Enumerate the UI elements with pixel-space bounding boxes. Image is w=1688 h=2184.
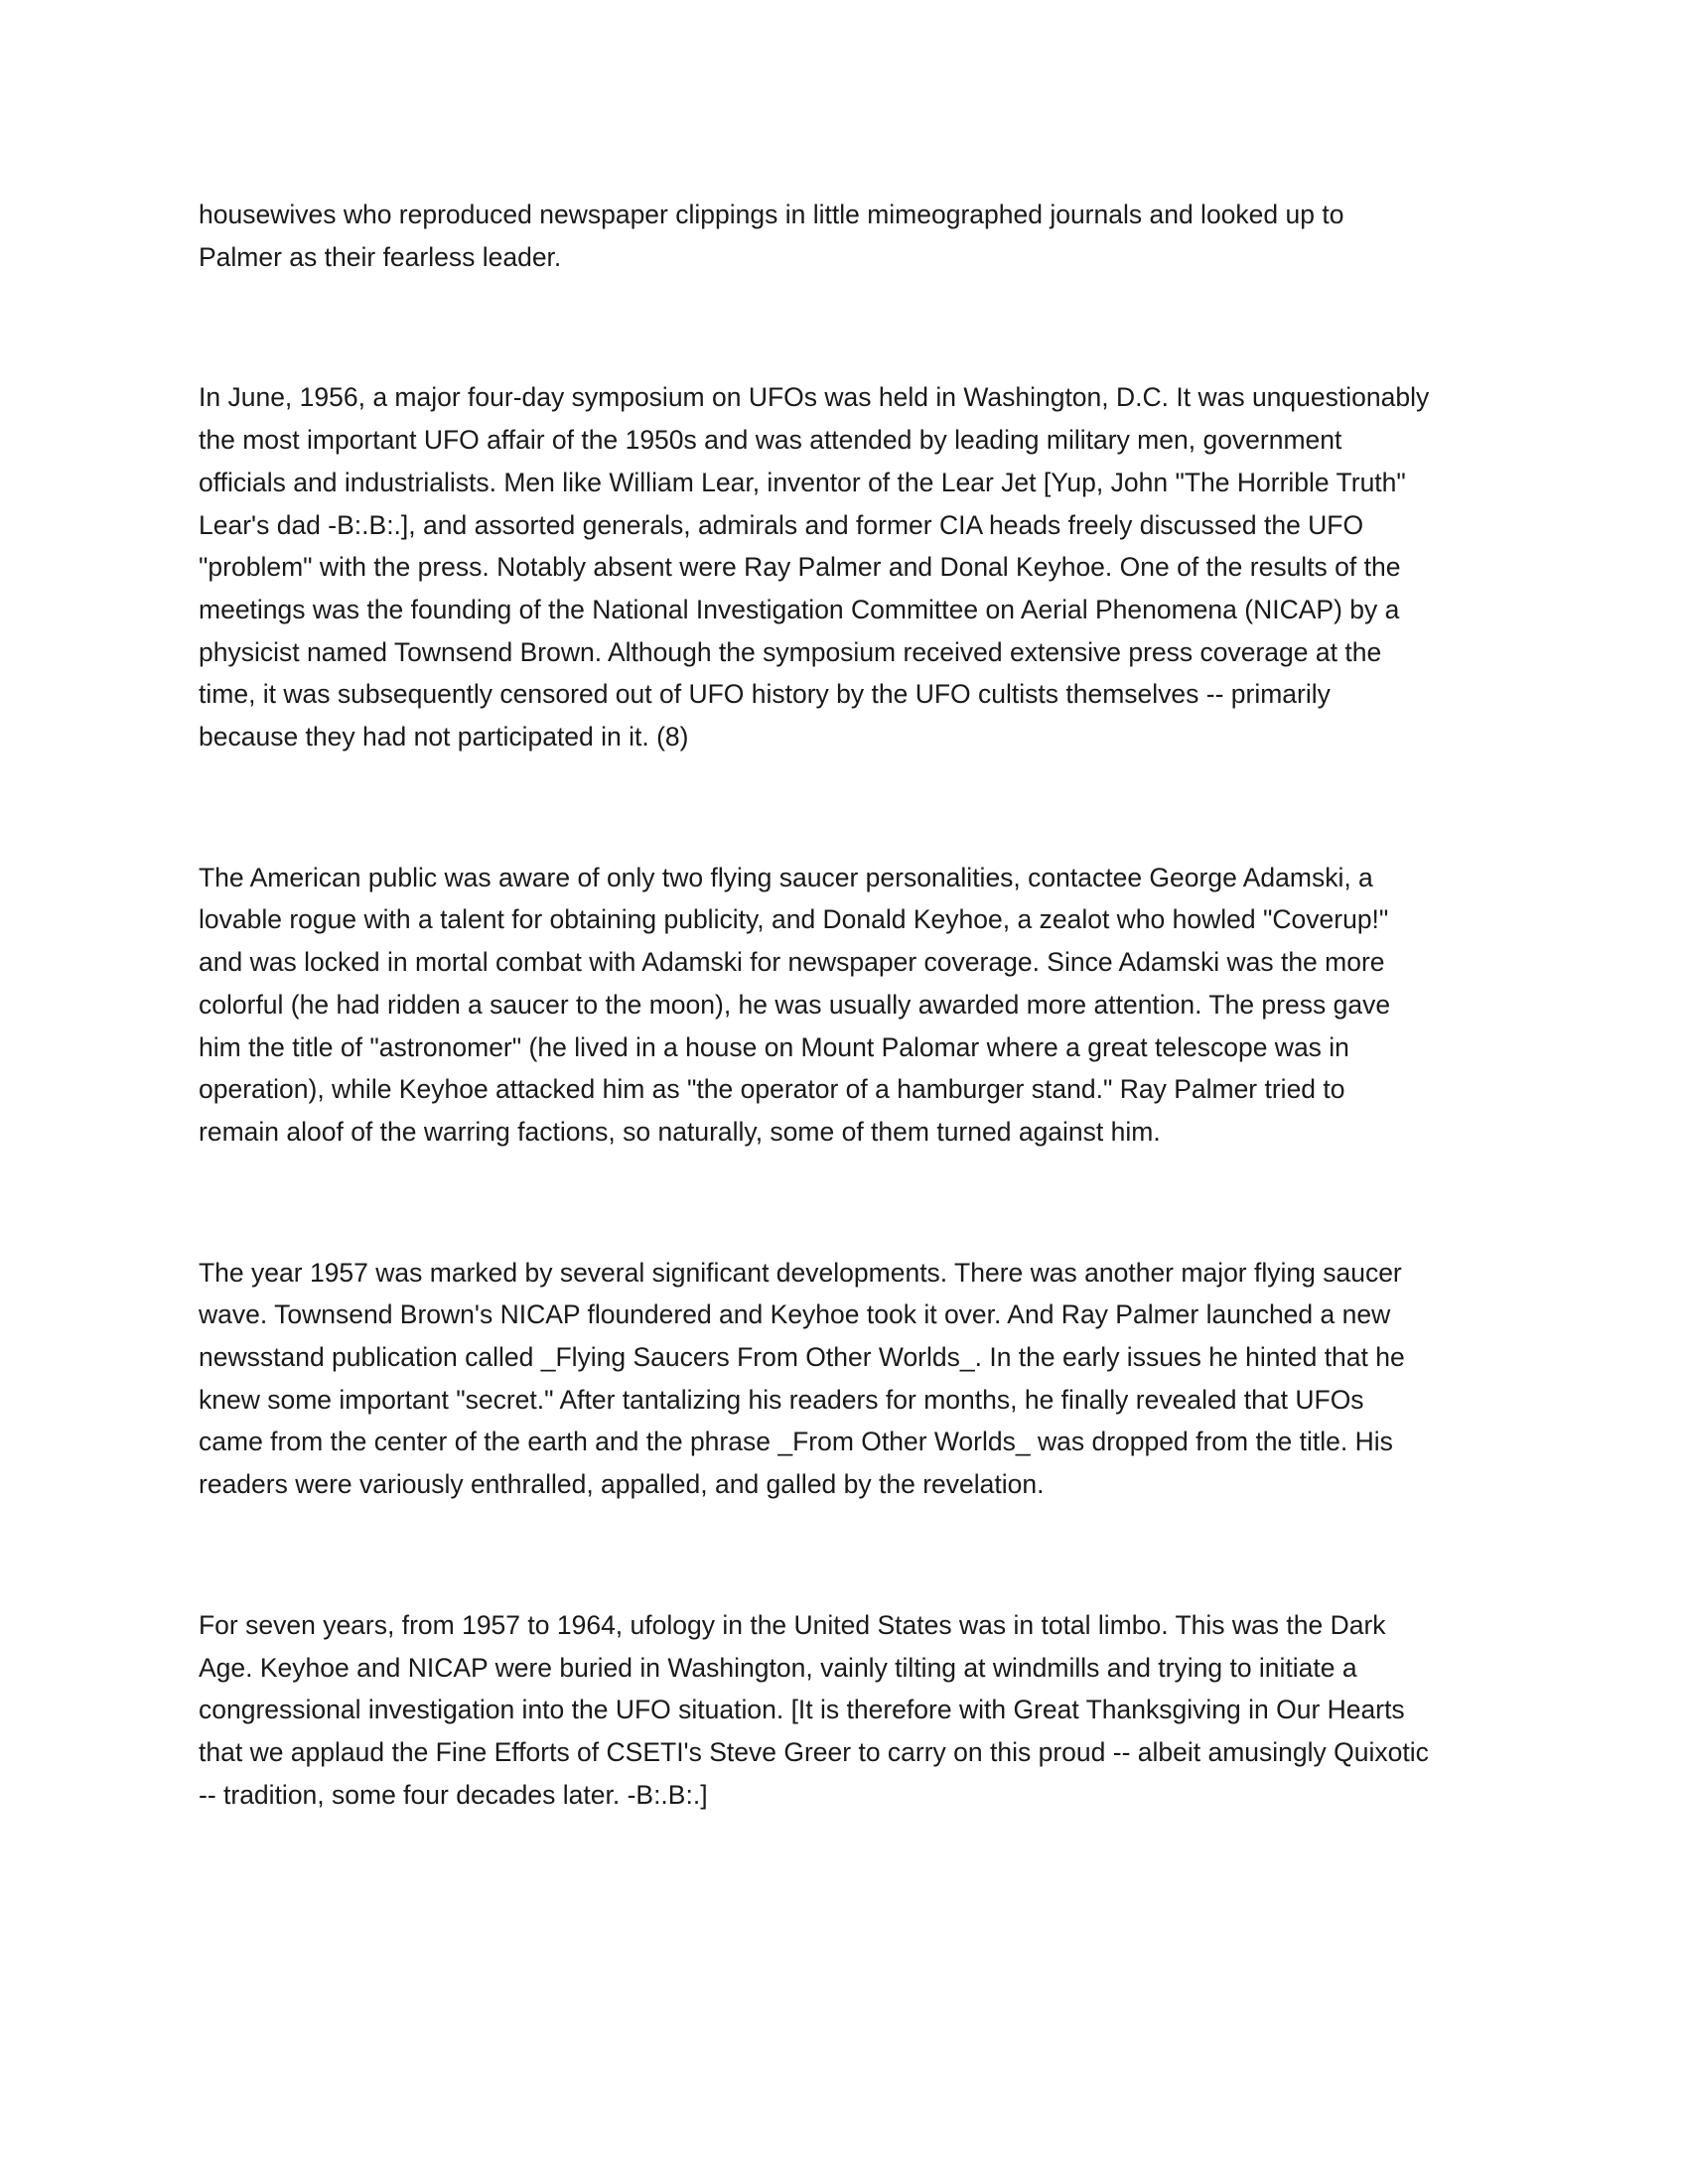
paragraph-line: him the title of "astronomer" (he lived in a house on Mount Palomar where a great telescope was in [199, 1031, 1349, 1062]
paragraph-line: officials and industrialists. Men like William Lear, inventor of the Lear Jet [Yup, John "The Horrible Truth" [199, 467, 1406, 497]
paragraph-gap [199, 1506, 1494, 1604]
paragraph-line: meetings was the founding of the National Investigation Committee on Aerial Phenomena (NICAP) by a [199, 594, 1400, 624]
paragraph-line: Age. Keyhoe and NICAP were buried in Washington, vainly tilting at windmills and trying to initiate a [199, 1652, 1357, 1683]
paragraph-gap [199, 758, 1494, 857]
paragraph-line: lovable rogue with a talent for obtaining publicity, and Donald Keyhoe, a zealot who howled "Coverup!" [199, 904, 1389, 935]
paragraph-line: physicist named Townsend Brown. Although the symposium received extensive press coverage at the [199, 636, 1382, 667]
paragraph-line: wave. Townsend Brown's NICAP floundered and Keyhoe took it over. And Ray Palmer launched a new [199, 1299, 1391, 1330]
paragraph-gap [199, 1154, 1494, 1252]
paragraph-line: newsstand publication called _Flying Saucers From Other Worlds_. In the early issues he hinted that he [199, 1342, 1405, 1373]
paragraph-line: because they had not participated in it. (8) [199, 722, 689, 752]
paragraph-2 [199, 376, 1494, 757]
paragraph-1 [199, 194, 1494, 278]
paragraph-line: Palmer as their fearless leader. [199, 241, 562, 272]
paragraph-5 [199, 1604, 1494, 1817]
paragraph-line: In June, 1956, a major four-day symposium on UFOs was held in Washington, D.C. It was unquestionably [199, 382, 1430, 413]
paragraph-line: -- tradition, some four decades later. -B:.B:.] [199, 1779, 708, 1810]
paragraph-line: the most important UFO affair of the 1950s and was attended by leading military men, government [199, 425, 1342, 456]
paragraph-line: Lear's dad -B:.B:.], and assorted generals, admirals and former CIA heads freely discussed the UFO [199, 509, 1364, 540]
paragraph-line: housewives who reproduced newspaper clippings in little mimeographed journals and looked up to [199, 200, 1344, 229]
paragraph-line: and was locked in mortal combat with Adamski for newspaper coverage. Since Adamski was the more [199, 947, 1385, 978]
paragraph-line: remain aloof of the warring factions, so naturally, some of them turned against him. [199, 1116, 1161, 1147]
paragraph-line: readers were variously enthralled, appalled, and galled by the revelation. [199, 1469, 1045, 1500]
paragraph-gap [199, 278, 1494, 376]
paragraph-line: "problem" with the press. Notably absent were Ray Palmer and Donal Keyhoe. One of the results of the [199, 552, 1401, 583]
paragraph-line: that we applaud the Fine Efforts of CSETI's Steve Greer to carry on this proud -- albeit amusingly Quixotic [199, 1736, 1429, 1767]
paragraph-4 [199, 1252, 1494, 1506]
paragraph-line: operation), while Keyhoe attacked him as "the operator of a hamburger stand." Ray Palmer tried to [199, 1074, 1345, 1105]
paragraph-line: The American public was aware of only two flying saucer personalities, contactee George Adamski, a [199, 862, 1373, 892]
paragraph-line: came from the center of the earth and the phrase _From Other Worlds_ was dropped from the title. His [199, 1427, 1393, 1457]
paragraph-3 [199, 857, 1494, 1154]
paragraph-line: time, it was subsequently censored out of UFO history by the UFO cultists themselves -- primarily [199, 679, 1331, 710]
paragraph-line: colorful (he had ridden a saucer to the moon), he was usually awarded more attention. The press gave [199, 989, 1391, 1020]
paragraph-line: knew some important "secret." After tantalizing his readers for months, he finally revealed that UFOs [199, 1384, 1364, 1415]
paragraph-line: The year 1957 was marked by several significant developments. There was another major flying saucer [199, 1257, 1402, 1288]
paragraph-line: For seven years, from 1957 to 1964, ufology in the United States was in total limbo. This was the Dark [199, 1609, 1386, 1640]
paragraph-line: congressional investigation into the UFO situation. [It is therefore with Great Thanksgiving in Our Hearts [199, 1695, 1405, 1725]
document-page [199, 194, 1494, 1816]
